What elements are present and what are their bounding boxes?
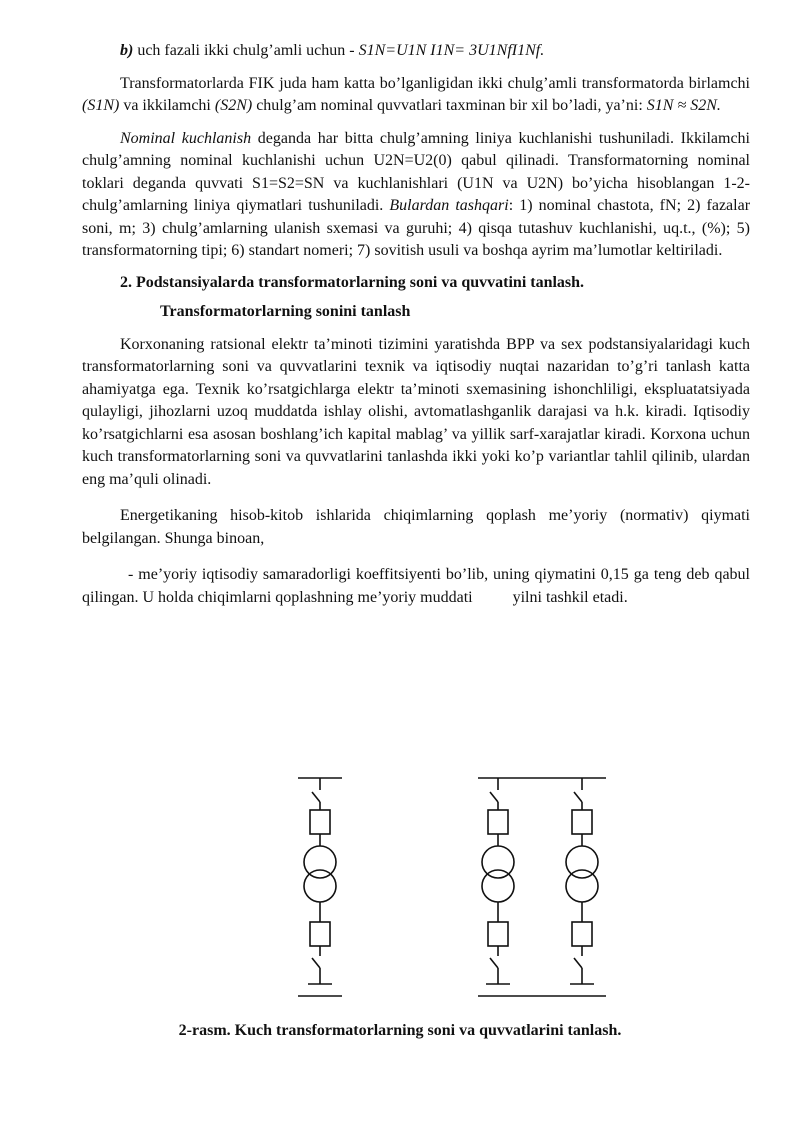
figure-caption: 2-rasm. Kuch transformatorlarning soni va quvvatlarini tanlash. [178,1022,622,1039]
item-label: b) [120,42,134,59]
double-transformer-scheme [478,778,606,996]
transformer-scheme-figure [290,770,610,1002]
paragraph-nominal-power [82,73,750,118]
section-heading: 2. Podstansiyalarda transformatorlarning soni va quvvatini tanlash. [120,273,585,291]
text-run: chulg’am nominal quvvatlari taxminan bir xil bo’ladi, ya’ni: [252,97,647,114]
approx-formula: S1N ≈ S2N. [646,97,721,114]
single-transformer-scheme [298,778,342,996]
document-body [82,40,750,609]
text-run: deganda har bitta chulg’amning liniya kuchlanishi tushuniladi. Ikkilamchi chulg’amning nominal kuchlanishi uchun U2N=U2(0) qabul qilinadi. Transformatorning nominal toklari deganda quvvati S1=S2=SN va kuchlanishlari (U1N va U2N) bo’yicha hisoblangan 1-2-chulg’amlarning liniya qiymatlari tushuniladi. [82,129,750,214]
symbol-s1n: (S1N) [82,97,120,114]
text-run: uch fazali ikki chulg’amli uchun - [133,42,359,59]
paragraph-coefficient [82,564,750,609]
text-run: Transformatorlarda FIK juda ham katta bo’lganligidan ikki chulg’amli transformatorda birlamchi [120,74,750,92]
text-run: va ikkilamchi [119,97,215,114]
paragraph-selection: Korxonaning ratsional elektr ta’minoti tizimini yaratishda BPP va sex podstansiyalaridagi kuch transformatorlarning soni va quvvatlarini texnik va iqtisodiy nuqtai nazaridan to’g’ri tanlash katta ahamiyatga ega. Texnik ko’rsatgichlarga elektr ta’minoti sxemasining ishonchliligi, ekspluatatsiyada qulayligi, jihozlarni uzoq muddatda ishlay olishi, avtomatlashganlik darajasi va h.k. kiradi. Iqtisodiy ko’rsatgichlarni esa asosan boshlang’ich kapital mablag’ va yillik sarf-xarajatlar kiradi. Korxona uchun kuch transformatorlarning soni va quvvatlarini tanlashda ikki yoki ko’p variantlar tahlil qilinib, ulardan eng ma’quli olinadi. [82,335,750,488]
formula-text: S1N=U1N I1N= 3U1NfI1Nf. [358,42,545,59]
subsection-heading: Transformatorlarning sonini tanlash [160,303,411,320]
text-run: - me’yoriy iqtisodiy samaradorligi koeffitsiyenti bo’lib, uning qiymatini 0,15 ga teng deb qabul qilingan. U holda chiqimlarni qoplashning me’yoriy muddati [82,566,750,606]
term-nominal-voltage: Nominal kuchlanish [120,129,252,147]
term-besides: Bulardan tashqari [389,197,509,214]
paragraph-three-phase-power [82,40,750,63]
text-run: : 1) nominal chastota, fN; 2) fazalar soni, m; 3) chulg’amlarning ulanish sxemasi va guruhi; 4) qisqa tutashuv kuchlanishi, uq.t., (%); 5) transformatorning tipi; 6) standart nomeri; 7) sovitish usuli va boshqa ayrim ma’lumotlar keltiriladi. [82,197,751,259]
power-formula [359,42,545,59]
paragraph-payback: Energetikaning hisob-kitob ishlarida chiqimlarning qoplash me’yoriy (normativ) qiymati belgilangan. Shunga binoan, [82,507,750,547]
symbol-s2n: (S2N) [214,97,253,114]
text-run: yilni tashkil etadi. [512,588,628,606]
paragraph-nominal-voltage [82,128,750,263]
